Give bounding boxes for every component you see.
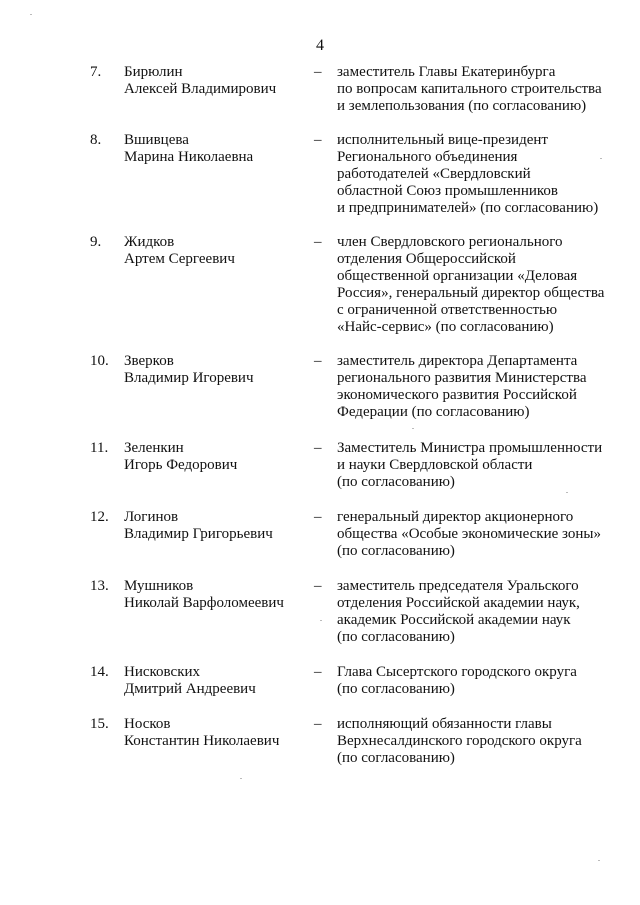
position-description	[337, 353, 627, 421]
desc-line: общества «Особые экономические зоны»	[337, 526, 601, 542]
dash-separator: –	[314, 234, 322, 250]
person-name	[124, 64, 304, 98]
desc-line: Регионального объединения	[337, 149, 518, 165]
item-number: 14.	[90, 664, 109, 680]
desc-line: работодателей «Свердловский	[337, 166, 531, 182]
scan-speck	[240, 778, 242, 779]
desc-line: генеральный директор акционерного	[337, 509, 574, 525]
surname: Жидков	[124, 234, 175, 250]
desc-line: Россия», генеральный директор общества	[337, 285, 605, 301]
given-names: Николай Варфоломеевич	[124, 595, 284, 611]
given-names: Марина Николаевна	[124, 149, 254, 165]
surname: Нисковских	[124, 664, 201, 680]
item-number: 11.	[90, 440, 109, 456]
person-name	[124, 664, 304, 698]
surname: Носков	[124, 716, 171, 732]
position-description	[337, 64, 627, 115]
desc-line: заместитель Главы Екатеринбурга	[337, 64, 556, 80]
scan-speck	[598, 860, 600, 861]
dash-separator: –	[314, 440, 322, 456]
desc-line: областной Союз промышленников	[337, 183, 559, 199]
desc-line: Верхнесалдинского городского округа	[337, 733, 582, 749]
item-number: 7.	[90, 64, 102, 80]
item-number: 15.	[90, 716, 109, 732]
desc-line: «Найс-сервис» (по согласованию)	[337, 319, 554, 335]
given-names: Игорь Федорович	[124, 457, 238, 473]
desc-line: отделения Российской академии наук,	[337, 595, 580, 611]
given-names: Артем Сергеевич	[124, 251, 235, 267]
dash-separator: –	[314, 509, 322, 525]
desc-line: экономического развития Российской	[337, 387, 577, 403]
desc-line: член Свердловского регионального	[337, 234, 563, 250]
desc-line: Федерации (по согласованию)	[337, 404, 530, 420]
scan-speck	[30, 14, 32, 15]
scan-speck	[600, 158, 602, 159]
given-names: Владимир Григорьевич	[124, 526, 273, 542]
desc-line: заместитель директора Департамента	[337, 353, 578, 369]
desc-line: исполнительный вице-президент	[337, 132, 548, 148]
page-number: 4	[316, 37, 324, 54]
item-number: 12.	[90, 509, 109, 525]
surname: Зеленкин	[124, 440, 184, 456]
item-number: 13.	[90, 578, 109, 594]
desc-line: академик Российской академии наук	[337, 612, 571, 628]
dash-separator: –	[314, 353, 322, 369]
person-name	[124, 353, 304, 387]
desc-line: Глава Сысертского городского округа	[337, 664, 577, 680]
desc-line: регионального развития Министерства	[337, 370, 587, 386]
surname: Вшивцева	[124, 132, 189, 148]
given-names: Владимир Игоревич	[124, 370, 254, 386]
given-names: Дмитрий Андреевич	[124, 681, 256, 697]
desc-line: Заместитель Министра промышленности	[337, 440, 603, 456]
desc-line: (по согласованию)	[337, 750, 455, 766]
desc-line: и науки Свердловской области	[337, 457, 533, 473]
person-name	[124, 234, 304, 268]
person-name	[124, 440, 304, 474]
position-description	[337, 716, 627, 767]
person-name	[124, 578, 304, 612]
desc-line: (по согласованию)	[337, 543, 455, 559]
position-description	[337, 440, 627, 491]
dash-separator: –	[314, 64, 322, 80]
desc-line: заместитель председателя Уральского	[337, 578, 579, 594]
surname: Логинов	[124, 509, 179, 525]
dash-separator: –	[314, 716, 322, 732]
desc-line: и землепользования (по согласованию)	[337, 98, 587, 114]
desc-line: (по согласованию)	[337, 474, 455, 490]
surname: Мушников	[124, 578, 194, 594]
scan-speck	[412, 428, 414, 429]
given-names: Константин Николаевич	[124, 733, 280, 749]
desc-line: по вопросам капитального строительства	[337, 81, 602, 97]
dash-separator: –	[314, 664, 322, 680]
desc-line: общественной организации «Деловая	[337, 268, 578, 284]
dash-separator: –	[314, 132, 322, 148]
position-description	[337, 578, 627, 646]
item-number: 9.	[90, 234, 102, 250]
dash-separator: –	[314, 578, 322, 594]
given-names: Алексей Владимирович	[124, 81, 277, 97]
desc-line: с ограниченной ответственностью	[337, 302, 558, 318]
desc-line: (по согласованию)	[337, 629, 455, 645]
surname: Зверков	[124, 353, 174, 369]
item-number: 8.	[90, 132, 102, 148]
person-name	[124, 132, 304, 166]
position-description	[337, 234, 627, 336]
surname: Бирюлин	[124, 64, 183, 80]
desc-line: отделения Общероссийской	[337, 251, 516, 267]
person-name	[124, 509, 304, 543]
scan-speck	[566, 492, 568, 493]
position-description	[337, 664, 627, 698]
desc-line: исполняющий обязанности главы	[337, 716, 552, 732]
desc-line: (по согласованию)	[337, 681, 455, 697]
item-number: 10.	[90, 353, 109, 369]
person-name	[124, 716, 304, 750]
position-description	[337, 132, 627, 217]
desc-line: и предпринимателей» (по согласованию)	[337, 200, 599, 216]
scan-speck	[320, 620, 322, 621]
position-description	[337, 509, 627, 560]
